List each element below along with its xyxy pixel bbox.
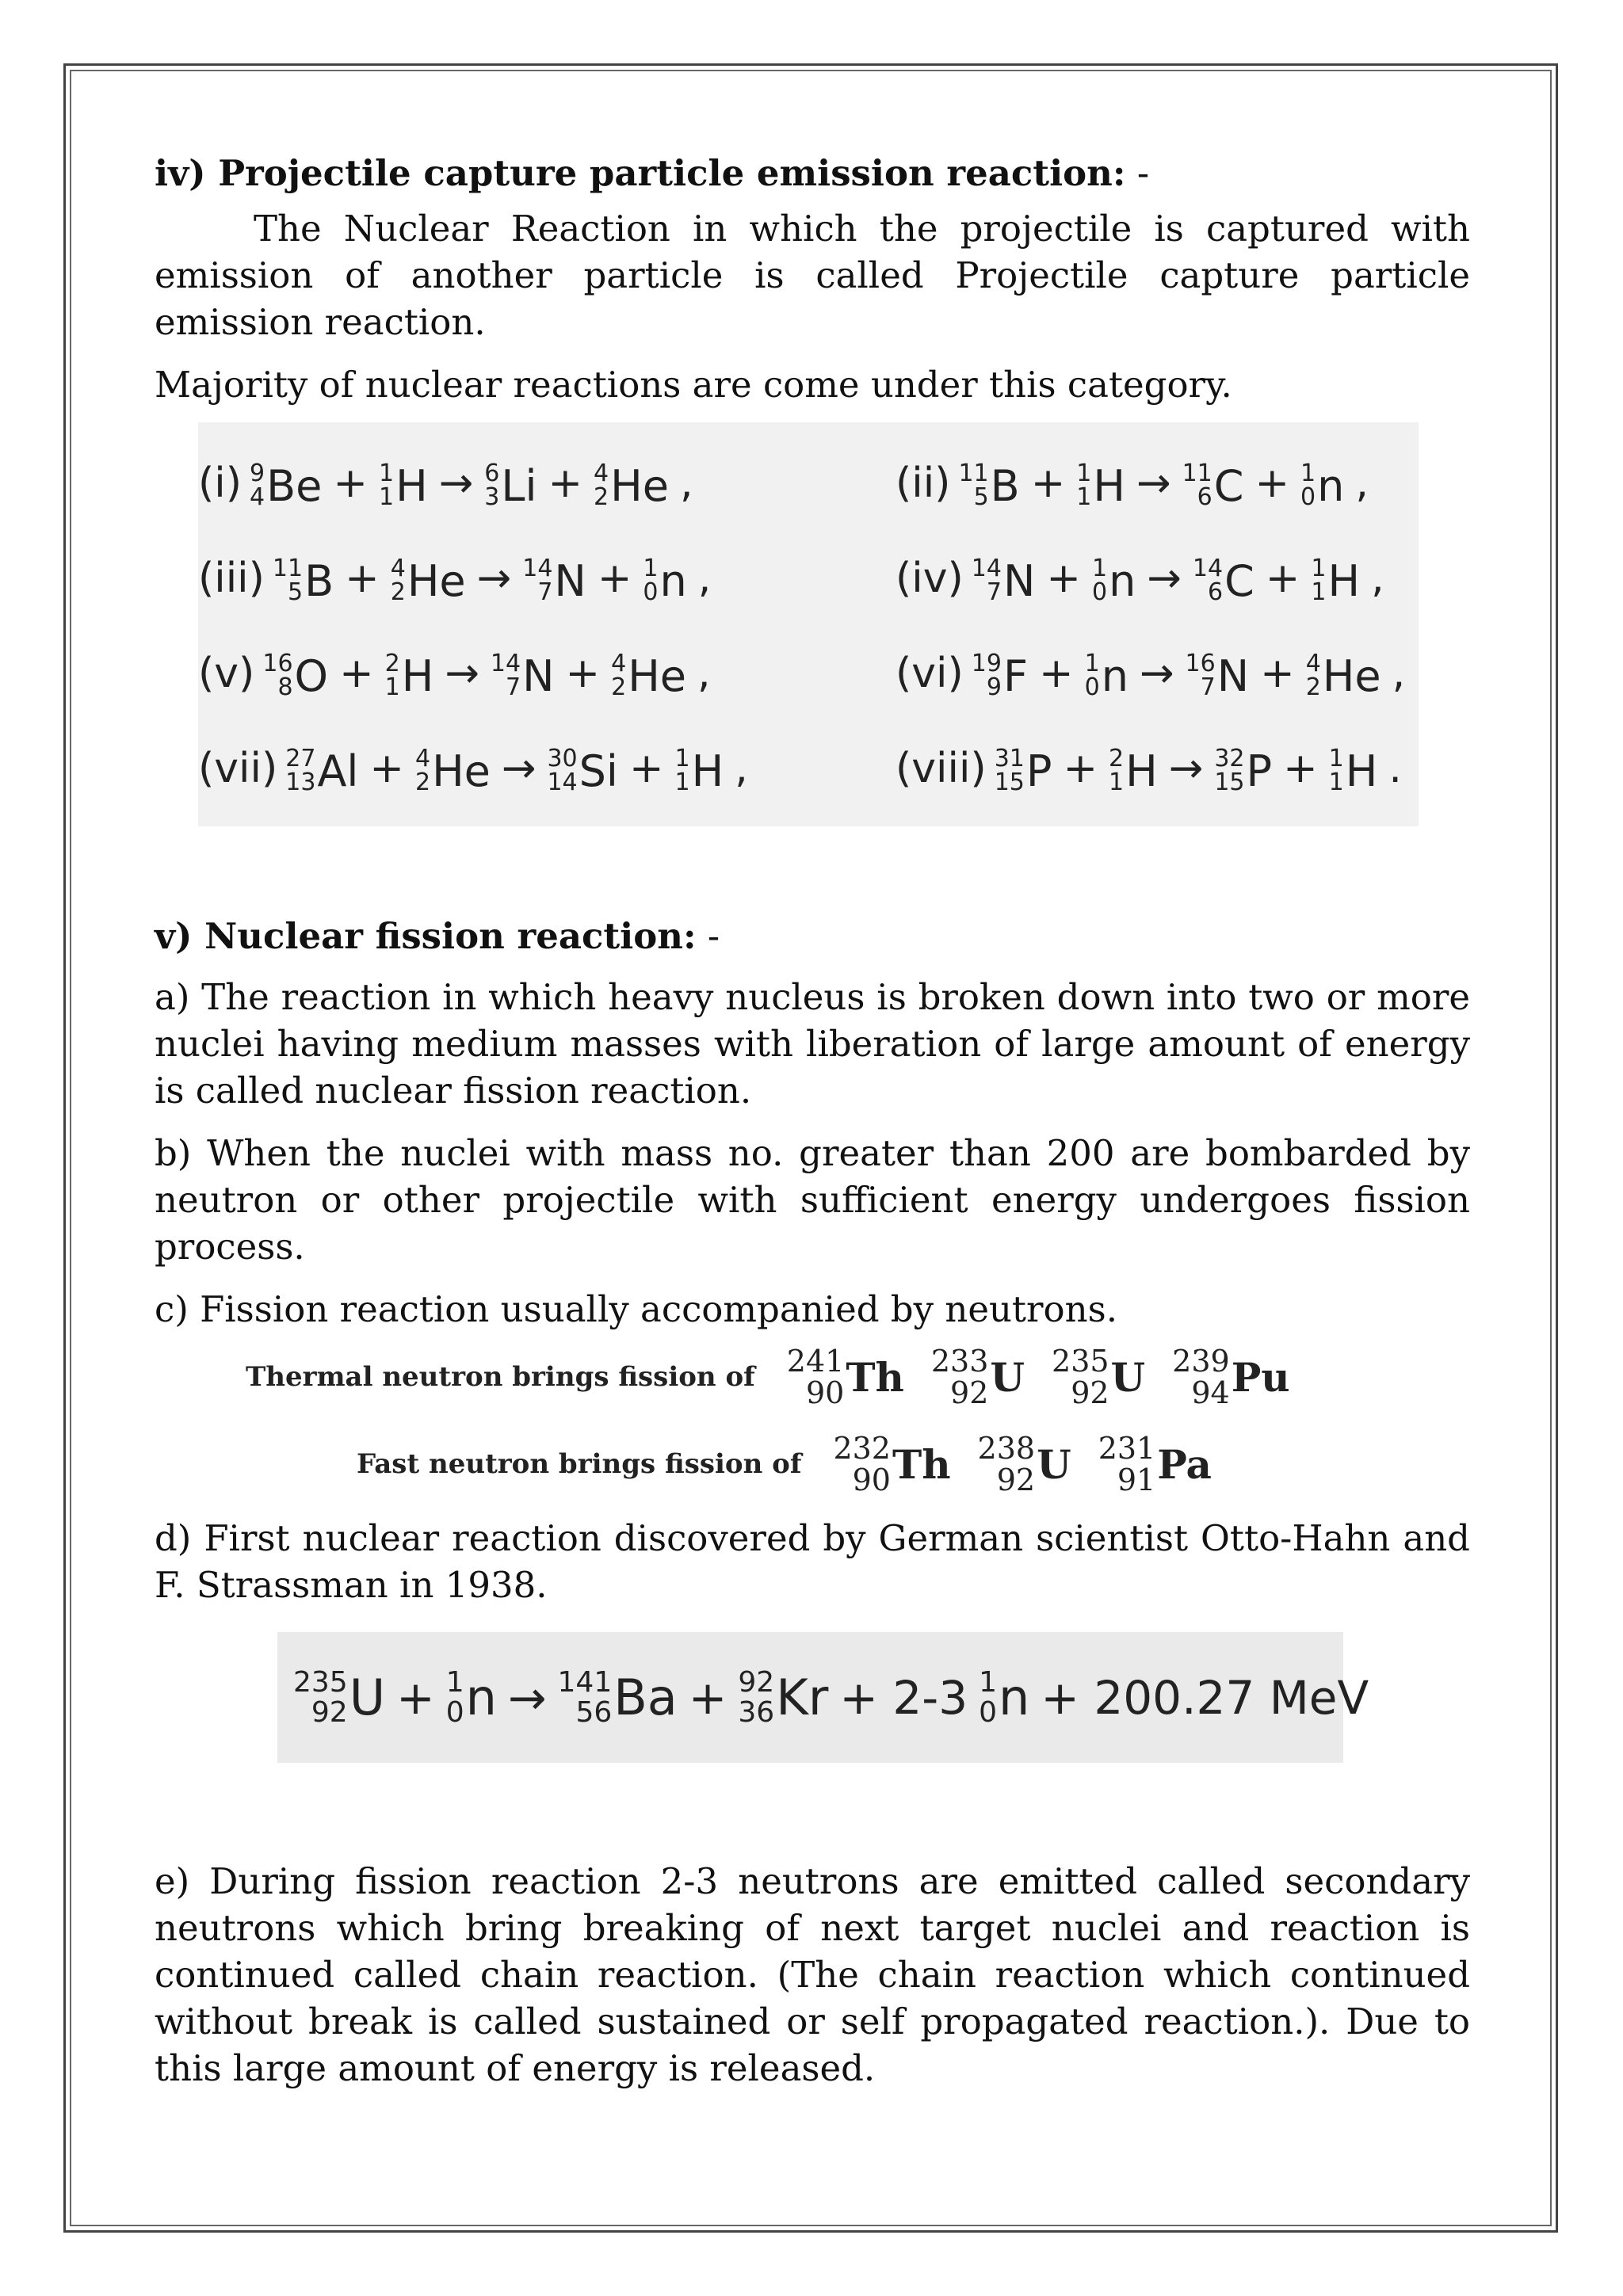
atomic-number: 94 — [1191, 1375, 1230, 1410]
element-symbol: H — [1327, 555, 1361, 606]
atomic-number: 0 — [1084, 673, 1100, 702]
mass-number: 14 — [522, 555, 553, 583]
nuclide — [1300, 461, 1344, 511]
atomic-number: 92 — [996, 1463, 1036, 1497]
thermal-neutron-label: Thermal neutron brings fission of — [246, 1361, 755, 1393]
nuclide — [1193, 556, 1254, 606]
mass-number: 92 — [738, 1665, 775, 1699]
element-symbol: H — [691, 746, 724, 796]
reaction-equation — [896, 555, 1419, 606]
reaction-row — [198, 533, 1419, 628]
mass-number: 27 — [285, 745, 316, 773]
equation-operator: . — [1388, 745, 1402, 793]
element-symbol: H — [395, 460, 428, 511]
mass-number: 30 — [547, 745, 578, 773]
mass-number: 6 — [484, 460, 500, 488]
equation-operator: + — [1039, 650, 1074, 698]
element-symbol: H — [401, 650, 434, 701]
section-v-paragraph-d: d) First nuclear reaction discovered by German scientist Otto-Hahn and F. Strassman in 1938. — [155, 1517, 1470, 1606]
atomic-number: 7 — [1200, 673, 1216, 702]
nuclide — [1076, 461, 1125, 511]
element-symbol: He — [610, 460, 669, 511]
element-symbol: U — [1110, 1353, 1146, 1401]
mass-number: 31 — [994, 745, 1025, 773]
nuclide — [958, 461, 1019, 511]
mass-number: 239 — [1172, 1344, 1230, 1379]
reaction-label: (v) — [198, 650, 255, 698]
nuclide — [978, 1432, 1071, 1496]
mass-number: 1 — [979, 1665, 998, 1699]
fission-equation — [277, 1632, 1369, 1763]
equation-operator: + — [1265, 555, 1300, 603]
element-symbol: He — [1322, 650, 1381, 701]
nuclide — [285, 746, 358, 796]
element-symbol: N — [1002, 555, 1036, 606]
equation-operator: + — [1046, 555, 1081, 603]
equation-operator: + — [1254, 460, 1290, 508]
nuclide — [1098, 1432, 1212, 1496]
element-symbol: Th — [846, 1353, 904, 1401]
reaction-label: (iii) — [198, 555, 265, 603]
mass-number: 1 — [1328, 745, 1344, 773]
mass-number: 1 — [1311, 555, 1327, 583]
element-symbol: B — [990, 460, 1020, 511]
nuclide — [972, 556, 1036, 606]
atomic-number: 0 — [1300, 483, 1316, 512]
atomic-number: 14 — [547, 769, 578, 797]
mass-number: 4 — [414, 745, 431, 773]
equation-operator: , — [1355, 460, 1369, 508]
equation-operator: + — [565, 650, 601, 698]
section-v-paragraph-a: a) The reaction in which heavy nucleus is broken down into two or more nuclei having medium masses with liberation of large amount of energy is called nuclear fission reaction. — [155, 976, 1470, 1112]
atomic-number: 1 — [1109, 769, 1125, 797]
nuclide — [547, 746, 617, 796]
reaction-label: (vii) — [198, 745, 278, 793]
mass-number: 9 — [250, 460, 265, 488]
mass-number: 16 — [1185, 650, 1216, 678]
atomic-number: 1 — [378, 483, 395, 512]
atomic-number: 6 — [1207, 578, 1224, 607]
atomic-number: 15 — [1214, 769, 1245, 797]
equation-operator: + — [1063, 745, 1098, 793]
mass-number: 1 — [1091, 555, 1108, 583]
element-symbol: Be — [266, 460, 323, 511]
atomic-number: 36 — [738, 1695, 775, 1729]
equation-operator: + — [628, 745, 664, 793]
mass-number: 32 — [1214, 745, 1245, 773]
atomic-number: 56 — [575, 1695, 613, 1729]
mass-number: 16 — [262, 650, 293, 678]
atomic-number: 1 — [384, 673, 400, 702]
nuclide — [675, 746, 724, 796]
mass-number: 233 — [930, 1344, 989, 1379]
nuclide — [491, 651, 555, 701]
element-symbol: P — [1025, 746, 1052, 796]
element-symbol: U — [349, 1669, 386, 1726]
mass-number: 231 — [1098, 1431, 1156, 1466]
element-symbol: Si — [579, 746, 618, 796]
element-symbol: He — [407, 555, 466, 606]
atomic-number: 92 — [311, 1695, 348, 1729]
section-v-paragraph-c: c) Fission reaction usually accompanied by neutrons. — [155, 1288, 1117, 1330]
mass-number: 1 — [1076, 460, 1092, 488]
nuclide — [273, 556, 334, 606]
nuclide — [557, 1665, 678, 1729]
section-v-paragraph-b: b) When the nuclei with mass no. greater than 200 are bombarded by neutron or other projectile with sufficient energy undergoes fission process. — [155, 1132, 1470, 1268]
mass-number: 11 — [958, 460, 989, 488]
section-v-heading: v) Nuclear fission reaction: - — [155, 914, 720, 957]
section-iv-heading: iv) Projectile capture particle emission reaction: - — [155, 152, 1150, 194]
atomic-number: 92 — [1071, 1375, 1109, 1410]
nuclide — [1052, 1345, 1145, 1409]
nuclide — [1186, 651, 1250, 701]
equation-operator: → — [1147, 555, 1182, 603]
atomic-number: 2 — [1305, 673, 1321, 702]
mass-number: 4 — [594, 460, 609, 488]
nuclide — [1172, 1345, 1289, 1409]
reaction-equation — [198, 460, 896, 511]
equation-operator: + — [548, 460, 583, 508]
reaction-equation — [198, 650, 896, 701]
equation-operator: → — [1139, 650, 1174, 698]
equation-operator: , — [697, 650, 711, 698]
atomic-number: 1 — [1328, 769, 1344, 797]
equation-operator: , — [1371, 555, 1384, 603]
reaction-row — [198, 628, 1419, 723]
equation-operator: , — [1392, 650, 1406, 698]
reaction-label: (iv) — [896, 555, 964, 603]
nuclide — [787, 1345, 904, 1409]
element-symbol: N — [522, 650, 555, 701]
nuclide — [385, 651, 434, 701]
reaction-equation — [198, 745, 896, 796]
equation-operator: + — [339, 650, 374, 698]
equation-operator: + — [369, 745, 404, 793]
mass-number: 14 — [1192, 555, 1224, 583]
element-symbol: He — [432, 746, 491, 796]
reaction-label: (viii) — [896, 745, 987, 793]
nuclide — [594, 461, 669, 511]
element-symbol: n — [999, 1669, 1030, 1726]
reaction-equation — [896, 745, 1419, 796]
mass-number: 2 — [384, 650, 400, 678]
element-symbol: n — [465, 1669, 497, 1726]
element-symbol: Li — [501, 460, 537, 511]
element-symbol: n — [1317, 460, 1345, 511]
equation-operator: + — [597, 555, 632, 603]
mass-number: 14 — [971, 555, 1002, 583]
element-symbol: Pu — [1231, 1353, 1290, 1401]
atomic-number: 15 — [994, 769, 1025, 797]
mass-number: 4 — [390, 555, 406, 583]
nuclide — [1085, 651, 1128, 701]
thermal-neutron-line — [246, 1345, 1470, 1409]
element-symbol: H — [1125, 746, 1158, 796]
atomic-number: 5 — [288, 578, 304, 607]
reaction-row — [198, 723, 1419, 818]
nuclide — [979, 1665, 1030, 1729]
mass-number: 238 — [977, 1431, 1036, 1466]
element-symbol: n — [1109, 555, 1136, 606]
atomic-number: 13 — [285, 769, 316, 797]
equation-operator: + — [396, 1670, 435, 1725]
atomic-number: 7 — [506, 673, 521, 702]
atomic-number: 90 — [805, 1375, 845, 1410]
element-symbol: Kr — [776, 1669, 829, 1726]
reaction-equation — [198, 555, 896, 606]
reaction-equations-table — [198, 422, 1419, 826]
equation-operator: → — [438, 460, 474, 508]
atomic-number: 2 — [390, 578, 406, 607]
equation-operator: → — [476, 555, 512, 603]
atomic-number: 4 — [250, 483, 265, 512]
nuclide — [262, 651, 328, 701]
element-symbol: n — [1101, 650, 1128, 701]
fast-neutron-line — [357, 1432, 1470, 1496]
equation-operator: + 2-3 — [839, 1670, 968, 1725]
atomic-number: 2 — [594, 483, 609, 512]
equation-operator: → — [501, 745, 537, 793]
mass-number: 1 — [643, 555, 659, 583]
element-symbol: H — [1345, 746, 1378, 796]
equation-operator: , — [735, 745, 748, 793]
reaction-label: (i) — [198, 460, 242, 508]
nuclide — [833, 1432, 950, 1496]
element-symbol: B — [304, 555, 334, 606]
equation-operator: + — [688, 1670, 727, 1725]
element-symbol: C — [1224, 555, 1254, 606]
element-symbol: F — [1002, 650, 1029, 701]
mass-number: 2 — [1109, 745, 1125, 773]
element-symbol: He — [628, 650, 687, 701]
mass-number: 1 — [1300, 460, 1316, 488]
mass-number: 1 — [674, 745, 690, 773]
mass-number: 232 — [833, 1431, 891, 1466]
atomic-number: 7 — [537, 578, 553, 607]
nuclide — [293, 1665, 386, 1729]
atomic-number: 9 — [986, 673, 1002, 702]
element-symbol: U — [990, 1353, 1025, 1401]
element-symbol: Ba — [613, 1669, 678, 1726]
element-symbol: Pa — [1157, 1440, 1212, 1488]
nuclide — [1311, 556, 1360, 606]
atomic-number: 92 — [950, 1375, 989, 1410]
atomic-number: 8 — [277, 673, 293, 702]
nuclide — [1329, 746, 1378, 796]
element-symbol: Th — [892, 1440, 951, 1488]
atomic-number: 2 — [611, 673, 627, 702]
equation-operator: + — [345, 555, 380, 603]
nuclide — [738, 1665, 829, 1729]
mass-number: 235 — [293, 1665, 348, 1699]
atomic-number: 3 — [484, 483, 500, 512]
nuclide — [484, 461, 537, 511]
mass-number: 4 — [1305, 650, 1321, 678]
element-symbol: P — [1246, 746, 1273, 796]
atomic-number: 0 — [1091, 578, 1108, 607]
element-symbol: Al — [317, 746, 359, 796]
nuclide — [415, 746, 491, 796]
mass-number: 11 — [1182, 460, 1212, 488]
element-symbol: N — [554, 555, 586, 606]
nuclide — [972, 651, 1028, 701]
equation-operator: → — [445, 650, 479, 698]
equation-operator: + — [1283, 745, 1318, 793]
atomic-number: 1 — [1311, 578, 1327, 607]
nuclide — [379, 461, 428, 511]
nuclide — [1109, 746, 1158, 796]
atomic-number: 6 — [1197, 483, 1212, 512]
mass-number: 19 — [971, 650, 1002, 678]
mass-number: 14 — [490, 650, 521, 678]
atomic-number: 0 — [445, 1695, 464, 1729]
nuclide — [1306, 651, 1381, 701]
mass-number: 241 — [786, 1344, 845, 1379]
reaction-label: (ii) — [896, 460, 951, 508]
mass-number: 1 — [445, 1665, 464, 1699]
mass-number: 235 — [1052, 1344, 1109, 1379]
fast-neutron-label: Fast neutron brings fission of — [357, 1448, 802, 1480]
section-v-paragraph-e: e) During fission reaction 2-3 neutrons are emitted called secondary neutrons which bring breaking of next target nuclei and reaction is continued called chain reaction. (The chain reaction which continued without break is called sustained or self propagated reaction.). Due to this large amount of energy is released. — [155, 1860, 1470, 2089]
nuclide — [1182, 461, 1244, 511]
nuclide — [1092, 556, 1136, 606]
nuclide — [931, 1345, 1025, 1409]
element-symbol: N — [1216, 650, 1250, 701]
element-symbol: n — [659, 555, 687, 606]
nuclide — [445, 1665, 497, 1729]
equation-operator: → — [1136, 460, 1171, 508]
nuclide — [522, 556, 586, 606]
section-iv-paragraph-majority: Majority of nuclear reactions are come under this category. — [155, 363, 1232, 406]
atomic-number: 1 — [1076, 483, 1092, 512]
mass-number: 1 — [378, 460, 395, 488]
equation-operator: + — [333, 460, 368, 508]
atomic-number: 0 — [643, 578, 659, 607]
atomic-number: 2 — [414, 769, 431, 797]
equation-operator: + — [1260, 650, 1295, 698]
element-symbol: C — [1213, 460, 1244, 511]
atomic-number: 0 — [979, 1695, 998, 1729]
atomic-number: 5 — [973, 483, 989, 512]
atomic-number: 1 — [674, 769, 690, 797]
atomic-number: 7 — [986, 578, 1002, 607]
reaction-equation — [896, 460, 1419, 511]
element-symbol: U — [1037, 1440, 1071, 1488]
atomic-number: 91 — [1117, 1463, 1156, 1497]
nuclide — [611, 651, 686, 701]
nuclide — [643, 556, 686, 606]
nuclide — [995, 746, 1052, 796]
reaction-label: (vi) — [896, 650, 964, 698]
reaction-equation — [896, 650, 1419, 701]
nuclide — [391, 556, 466, 606]
equation-operator: , — [697, 555, 712, 603]
reaction-row — [198, 438, 1419, 533]
element-symbol: H — [1093, 460, 1125, 511]
mass-number: 141 — [557, 1665, 613, 1699]
equation-operator: → — [507, 1670, 547, 1725]
equation-operator: + 200.27 MeV — [1041, 1670, 1369, 1725]
page-content — [155, 151, 1470, 2092]
section-iv-paragraph-definition: The Nuclear Reaction in which the projectile is captured with emission of another particle is called Projectile capture particle emission reaction. — [155, 207, 1470, 343]
mass-number: 1 — [1084, 650, 1100, 678]
equation-operator: , — [679, 460, 693, 508]
nuclide — [250, 461, 322, 511]
equation-operator: + — [1030, 460, 1066, 508]
nuclide — [1214, 746, 1272, 796]
mass-number: 11 — [272, 555, 304, 583]
equation-operator: → — [1168, 745, 1204, 793]
atomic-number: 90 — [852, 1463, 891, 1497]
element-symbol: O — [294, 650, 329, 701]
mass-number: 4 — [611, 650, 627, 678]
